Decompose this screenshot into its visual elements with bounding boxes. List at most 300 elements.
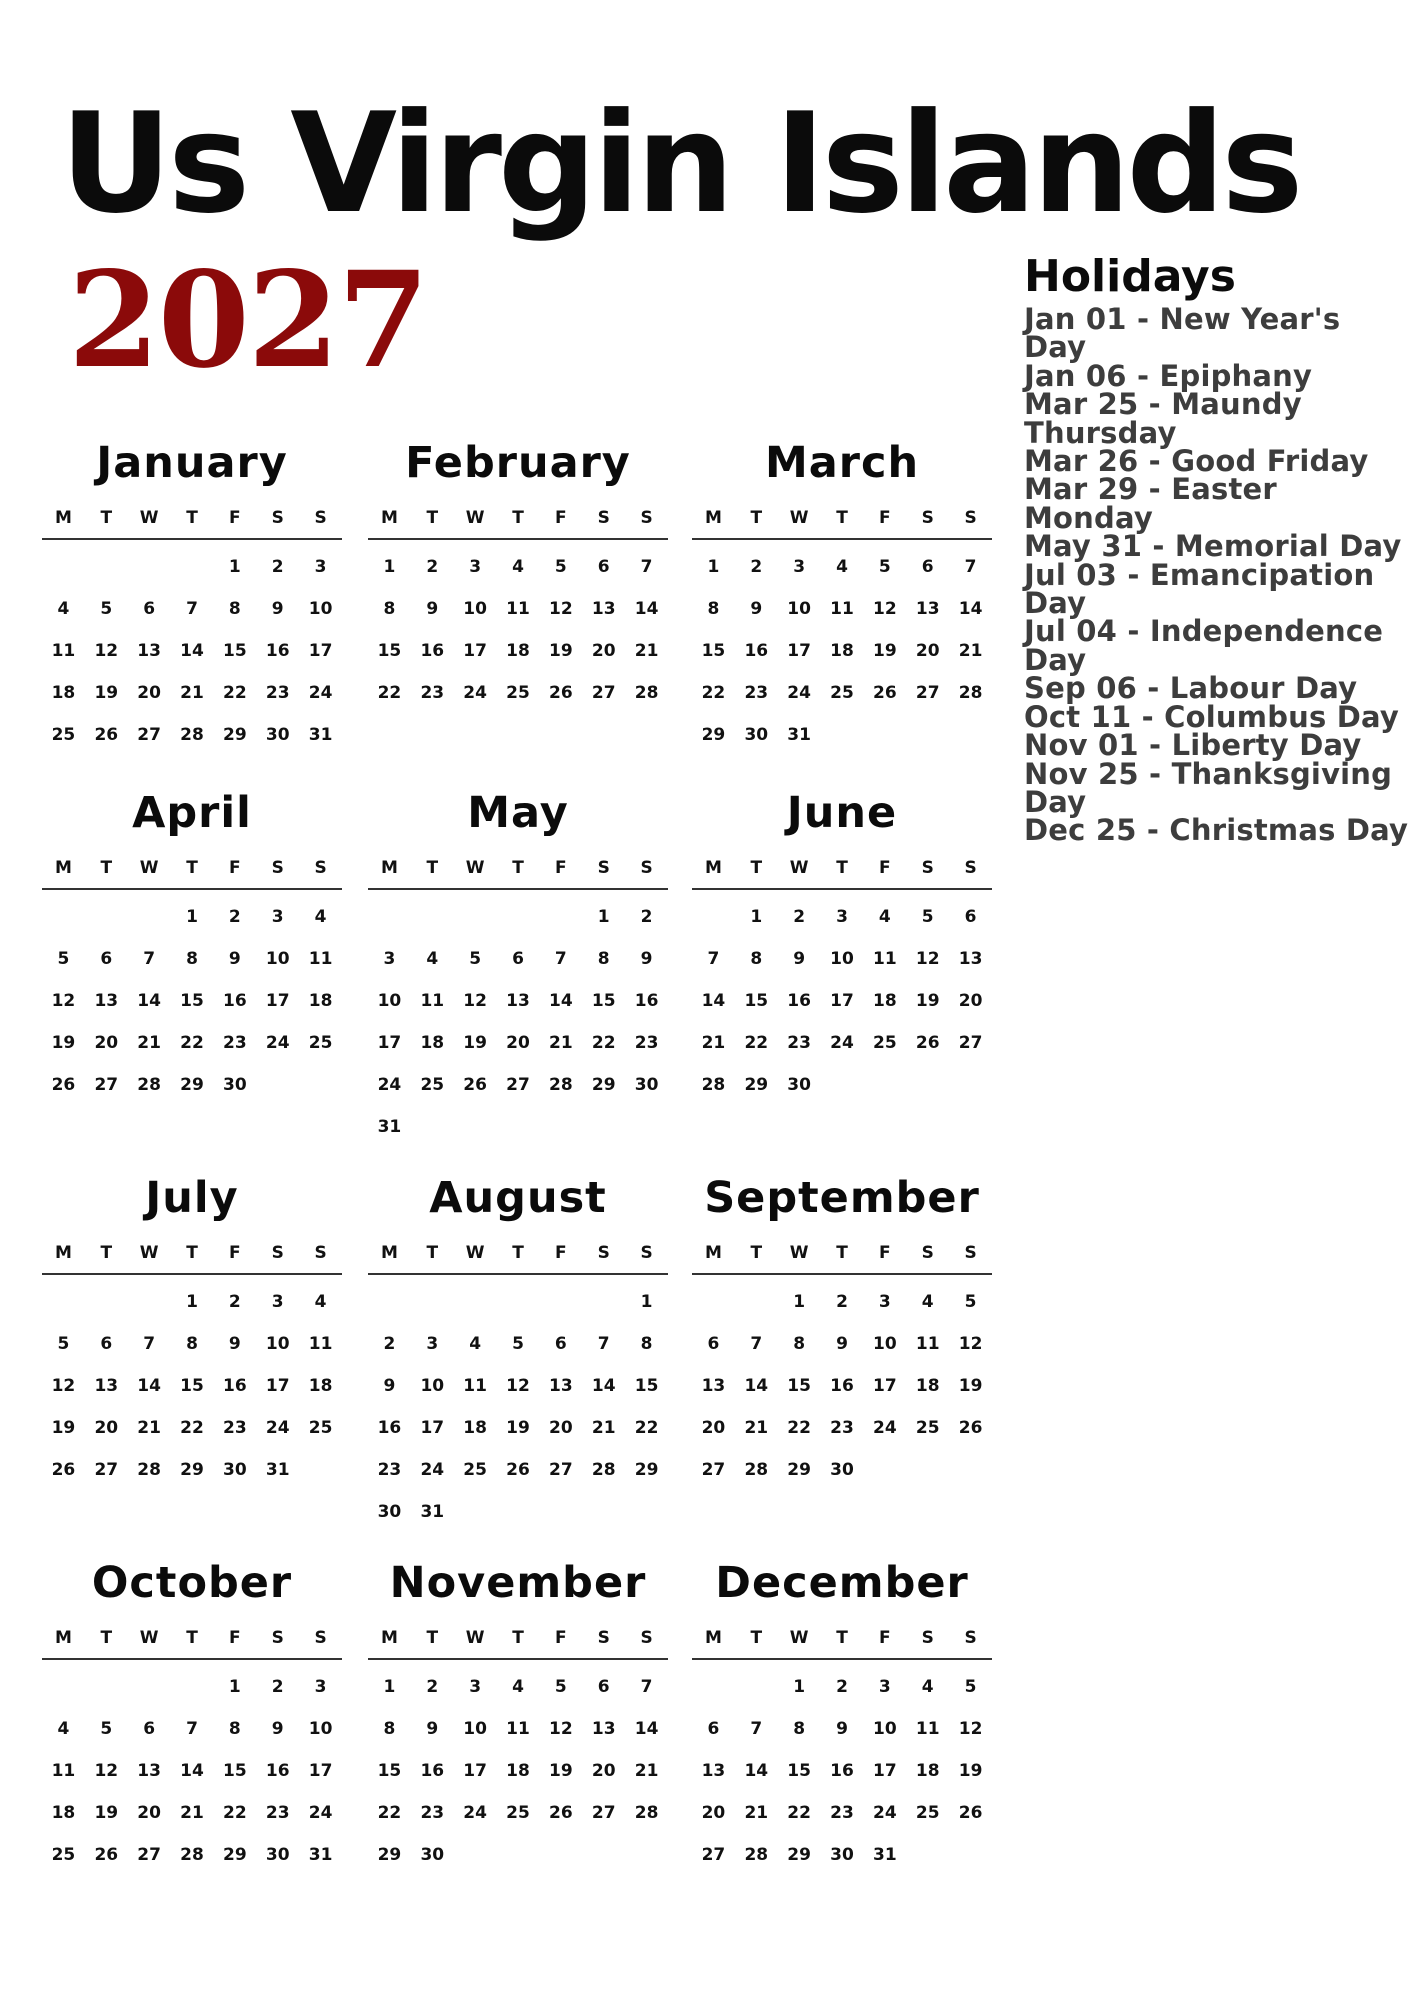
day-cell: 29 (377, 1845, 402, 1865)
day-cell: 2 (793, 907, 806, 927)
day-cell (863, 714, 906, 756)
day-cell: 3 (314, 557, 327, 577)
day-cell: 30 (787, 1075, 811, 1095)
day-cell: 26 (51, 1460, 76, 1480)
week-row (42, 588, 342, 630)
day-cell: 4 (836, 557, 848, 577)
day-cell: 22 (180, 1418, 204, 1438)
weekday-label: T (100, 1243, 113, 1263)
day-cell: 3 (271, 907, 284, 927)
weekday-label: M (380, 1628, 398, 1648)
day-cell: 11 (915, 1334, 940, 1354)
day-cell: 19 (958, 1761, 983, 1781)
week-row (692, 1792, 992, 1834)
day-cell: 17 (463, 641, 487, 661)
day-cell: 28 (180, 1845, 204, 1865)
month-february (368, 440, 668, 714)
day-cell: 19 (51, 1418, 76, 1438)
weekday-label: T (100, 1628, 113, 1648)
day-cell: 7 (186, 599, 198, 619)
day-cell: 22 (591, 1033, 616, 1053)
day-cell: 28 (634, 683, 659, 703)
weekday-label: M (704, 858, 722, 878)
day-cell: 1 (383, 557, 396, 577)
weekday-label: M (380, 508, 398, 528)
day-cell (497, 1281, 540, 1323)
holidays-panel (1024, 251, 1409, 848)
weekday-label: M (380, 1243, 398, 1263)
weekday-label: T (836, 1243, 848, 1263)
weekday-header (42, 852, 342, 884)
day-cell: 13 (958, 949, 983, 969)
day-cell (863, 1449, 906, 1491)
day-cell (411, 896, 454, 938)
weekday-label: T (186, 508, 198, 528)
day-cell: 8 (383, 1719, 396, 1739)
day-cell: 29 (591, 1075, 616, 1095)
weekday-label: T (100, 858, 113, 878)
day-cell: 30 (830, 1460, 854, 1480)
weekday-label: S (964, 858, 977, 878)
day-cell: 26 (51, 1075, 76, 1095)
day-cell: 17 (308, 1761, 333, 1781)
weekday-label: F (555, 508, 567, 528)
header-divider (368, 888, 668, 890)
day-cell: 15 (377, 641, 402, 661)
day-cell: 19 (915, 991, 940, 1011)
day-cell (128, 1281, 171, 1323)
day-cell: 24 (265, 1033, 290, 1053)
day-cell: 31 (308, 725, 333, 745)
month-may (368, 790, 668, 1148)
day-cell: 22 (787, 1418, 811, 1438)
day-cell: 27 (591, 1803, 616, 1823)
weekday-label: S (640, 858, 653, 878)
weekday-label: S (964, 1243, 977, 1263)
day-cell (821, 714, 864, 756)
day-cell: 5 (921, 907, 934, 927)
day-cell: 11 (308, 949, 333, 969)
day-cell: 7 (143, 1334, 156, 1354)
header-divider (42, 1658, 342, 1660)
weekday-label: F (879, 858, 891, 878)
weekday-label: S (271, 858, 284, 878)
day-cell: 11 (506, 1719, 530, 1739)
day-cell: 17 (873, 1376, 897, 1396)
header-divider (368, 1658, 668, 1660)
weekday-label: F (555, 858, 567, 878)
day-cell: 16 (787, 991, 811, 1011)
week-row (42, 938, 342, 980)
day-cell: 26 (94, 1845, 119, 1865)
day-cell: 6 (143, 599, 156, 619)
week-row (368, 630, 668, 672)
day-cell: 18 (506, 1761, 530, 1781)
day-cell: 28 (744, 1845, 769, 1865)
weekday-label: T (186, 858, 198, 878)
day-cell: 28 (137, 1075, 161, 1095)
day-cell: 3 (878, 1292, 891, 1312)
weekday-label: W (465, 508, 485, 528)
day-cell (454, 1281, 497, 1323)
day-cell: 15 (744, 991, 769, 1011)
day-cell: 10 (873, 1334, 897, 1354)
day-cell: 15 (787, 1761, 811, 1781)
day-cell: 16 (830, 1376, 854, 1396)
day-cell: 18 (51, 683, 76, 703)
day-cell: 25 (506, 1803, 530, 1823)
day-cell: 20 (591, 641, 616, 661)
day-cell: 1 (597, 907, 610, 927)
day-cell: 21 (958, 641, 983, 661)
day-cell: 30 (634, 1075, 659, 1095)
day-cell: 5 (100, 1719, 113, 1739)
day-cell: 8 (707, 599, 720, 619)
month-april (42, 790, 342, 1106)
day-cell (949, 1449, 992, 1491)
weekday-label: W (139, 858, 159, 878)
month-name: December (715, 1558, 969, 1608)
day-cell: 21 (634, 1761, 659, 1781)
day-cell: 24 (265, 1418, 290, 1438)
week-row (368, 672, 668, 714)
header-divider (692, 888, 992, 890)
day-cell: 24 (830, 1033, 854, 1053)
day-cell: 14 (744, 1376, 769, 1396)
day-cell: 15 (180, 991, 204, 1011)
day-cell: 22 (223, 1803, 247, 1823)
weekday-label: S (921, 1243, 934, 1263)
weekday-header (42, 502, 342, 534)
day-cell: 30 (744, 725, 769, 745)
day-cell: 15 (377, 1761, 402, 1781)
week-row (368, 980, 668, 1022)
day-cell: 23 (420, 683, 445, 703)
weekday-label: T (426, 1628, 439, 1648)
day-cell: 21 (701, 1033, 726, 1053)
week-row (368, 588, 668, 630)
day-cell: 30 (830, 1845, 854, 1865)
weekday-label: W (789, 1628, 809, 1648)
day-cell: 26 (549, 1803, 573, 1823)
day-cell: 1 (707, 557, 720, 577)
day-cell: 19 (958, 1376, 983, 1396)
weekday-label: S (964, 508, 977, 528)
day-cell (171, 1666, 214, 1708)
weekday-label: T (100, 508, 113, 528)
day-cell: 9 (228, 1334, 241, 1354)
day-cell: 20 (94, 1033, 119, 1053)
day-cell: 15 (223, 641, 247, 661)
day-cell: 8 (793, 1334, 806, 1354)
day-cell: 6 (597, 557, 610, 577)
day-cell: 14 (958, 599, 983, 619)
week-row (368, 1022, 668, 1064)
day-cell: 5 (554, 1677, 567, 1697)
week-row (42, 714, 342, 756)
day-cell: 3 (271, 1292, 284, 1312)
day-cell: 27 (701, 1460, 726, 1480)
day-cell: 7 (597, 1334, 610, 1354)
weekday-label: F (879, 508, 891, 528)
day-cell: 21 (634, 641, 659, 661)
day-cell: 10 (265, 949, 290, 969)
day-cell: 5 (469, 949, 482, 969)
day-cell: 14 (137, 1376, 161, 1396)
weekday-label: T (836, 1628, 848, 1648)
day-cell (906, 1064, 949, 1106)
day-cell: 29 (223, 1845, 247, 1865)
day-cell: 4 (314, 907, 327, 927)
day-cell: 5 (554, 557, 567, 577)
week-row (42, 1365, 342, 1407)
day-cell (42, 1666, 85, 1708)
day-cell: 7 (640, 1677, 653, 1697)
weekday-label: M (54, 1243, 72, 1263)
day-cell: 1 (793, 1292, 806, 1312)
day-cell: 23 (265, 683, 290, 703)
month-name: July (145, 1173, 239, 1223)
day-cell: 11 (830, 599, 854, 619)
day-cell: 13 (591, 599, 616, 619)
month-january (42, 440, 342, 756)
day-cell: 7 (750, 1334, 763, 1354)
day-cell (85, 896, 128, 938)
day-cell (582, 1106, 625, 1148)
day-cell: 27 (137, 1845, 161, 1865)
day-cell: 26 (549, 683, 573, 703)
day-cell: 28 (744, 1460, 769, 1480)
day-cell: 9 (383, 1376, 396, 1396)
weekday-label: F (879, 1243, 891, 1263)
day-cell (582, 1491, 625, 1533)
week-row (368, 1449, 668, 1491)
day-cell: 30 (223, 1460, 247, 1480)
day-cell: 17 (265, 991, 290, 1011)
weekday-label: W (789, 1243, 809, 1263)
weekday-label: F (555, 1628, 567, 1648)
day-cell: 28 (958, 683, 983, 703)
day-cell: 20 (701, 1803, 726, 1823)
day-cell: 25 (463, 1460, 487, 1480)
day-cell: 7 (143, 949, 156, 969)
weekday-label: M (704, 1243, 722, 1263)
day-cell (692, 1666, 735, 1708)
day-cell: 8 (383, 599, 396, 619)
day-cell: 4 (57, 1719, 70, 1739)
holiday-item: Oct 11 - Columbus Day (1024, 699, 1400, 734)
week-row (42, 1449, 342, 1491)
day-cell: 17 (377, 1033, 402, 1053)
week-row (368, 546, 668, 588)
week-row (368, 938, 668, 980)
day-cell: 16 (265, 1761, 290, 1781)
day-cell (625, 1491, 668, 1533)
day-cell: 10 (463, 1719, 487, 1739)
day-cell: 10 (830, 949, 854, 969)
day-cell: 6 (554, 1334, 567, 1354)
day-cell: 16 (830, 1761, 854, 1781)
day-cell: 27 (94, 1460, 119, 1480)
header-divider (692, 1273, 992, 1275)
holiday-item: May 31 - Memorial Day (1024, 529, 1402, 564)
week-row (42, 1323, 342, 1365)
week-row (42, 546, 342, 588)
day-cell: 4 (921, 1677, 934, 1697)
day-cell: 23 (377, 1460, 402, 1480)
weekday-label: T (836, 858, 848, 878)
day-cell (625, 1834, 668, 1876)
day-cell: 8 (186, 949, 198, 969)
month-name: May (467, 788, 569, 838)
weekday-label: M (380, 858, 398, 878)
day-cell: 27 (137, 725, 161, 745)
day-cell: 9 (640, 949, 653, 969)
day-cell: 31 (787, 725, 811, 745)
month-march (692, 440, 992, 756)
week-row (692, 1449, 992, 1491)
day-cell: 17 (873, 1761, 897, 1781)
day-cell (949, 714, 992, 756)
day-cell: 14 (591, 1376, 616, 1396)
week-row (692, 1064, 992, 1106)
week-row (692, 980, 992, 1022)
day-cell: 20 (915, 641, 940, 661)
day-cell (497, 1834, 540, 1876)
day-cell: 9 (750, 599, 763, 619)
day-cell: 5 (964, 1677, 977, 1697)
day-cell: 25 (420, 1075, 445, 1095)
day-cell: 10 (463, 599, 487, 619)
week-row (692, 1750, 992, 1792)
holiday-item: Jul 04 - Independence Day (1024, 614, 1384, 677)
day-cell: 1 (640, 1292, 653, 1312)
day-cell: 2 (836, 1677, 848, 1697)
day-cell: 18 (308, 991, 333, 1011)
day-cell (368, 896, 411, 938)
day-cell: 13 (701, 1761, 726, 1781)
day-cell: 13 (137, 1761, 161, 1781)
day-cell (949, 1834, 992, 1876)
day-cell: 21 (137, 1418, 161, 1438)
day-cell: 9 (793, 949, 806, 969)
day-cell: 21 (744, 1803, 769, 1823)
day-cell: 9 (426, 599, 439, 619)
day-cell: 17 (787, 641, 811, 661)
day-cell: 23 (265, 1803, 290, 1823)
week-row (692, 896, 992, 938)
day-cell: 7 (750, 1719, 763, 1739)
day-cell: 12 (94, 641, 119, 661)
weekday-label: T (426, 1243, 439, 1263)
holiday-item: Nov 01 - Liberty Day (1024, 728, 1362, 763)
weekday-label: S (921, 508, 934, 528)
month-name: February (405, 438, 631, 488)
week-row (692, 1834, 992, 1876)
holiday-item: Jan 01 - New Year's Day (1024, 302, 1341, 365)
weekday-label: S (271, 1628, 284, 1648)
day-cell: 18 (506, 641, 530, 661)
day-cell: 24 (377, 1075, 402, 1095)
week-row (42, 1407, 342, 1449)
weekday-header (42, 1622, 342, 1654)
day-cell: 12 (549, 1719, 573, 1739)
day-cell: 10 (873, 1719, 897, 1739)
day-cell: 19 (51, 1033, 76, 1053)
month-name: August (429, 1173, 607, 1223)
day-cell: 23 (223, 1418, 247, 1438)
day-cell: 8 (750, 949, 763, 969)
day-cell (821, 1064, 864, 1106)
day-cell: 5 (964, 1292, 977, 1312)
day-cell: 8 (597, 949, 610, 969)
day-cell: 3 (836, 907, 848, 927)
day-cell: 5 (57, 949, 70, 969)
weekday-label: W (465, 1243, 485, 1263)
day-cell (128, 1666, 171, 1708)
header-divider (42, 538, 342, 540)
month-august (368, 1175, 668, 1533)
day-cell: 28 (634, 1803, 659, 1823)
day-cell: 13 (94, 991, 119, 1011)
day-cell: 12 (463, 991, 487, 1011)
day-cell: 10 (420, 1376, 445, 1396)
week-row (692, 714, 992, 756)
day-cell: 19 (94, 683, 119, 703)
weekday-label: T (512, 858, 524, 878)
day-cell: 25 (308, 1418, 333, 1438)
day-cell (625, 1106, 668, 1148)
week-row (42, 980, 342, 1022)
day-cell: 5 (878, 557, 891, 577)
day-cell: 28 (701, 1075, 726, 1095)
day-cell: 25 (873, 1033, 897, 1053)
day-cell: 16 (420, 641, 445, 661)
day-cell: 31 (265, 1460, 290, 1480)
holidays-list (1024, 302, 1409, 848)
day-cell: 17 (265, 1376, 290, 1396)
week-row (692, 672, 992, 714)
day-cell: 6 (707, 1334, 720, 1354)
day-cell: 14 (137, 991, 161, 1011)
day-cell: 27 (549, 1460, 573, 1480)
day-cell: 18 (915, 1761, 940, 1781)
week-row (368, 1666, 668, 1708)
day-cell: 11 (873, 949, 897, 969)
day-cell: 29 (744, 1075, 769, 1095)
weekday-label: F (229, 1243, 241, 1263)
day-cell (735, 1281, 778, 1323)
day-cell: 19 (549, 641, 573, 661)
holiday-item: Sep 06 - Labour Day (1024, 671, 1358, 706)
day-cell: 11 (308, 1334, 333, 1354)
week-row (692, 1365, 992, 1407)
day-cell: 20 (701, 1418, 726, 1438)
month-name: March (764, 438, 920, 488)
day-cell: 9 (228, 949, 241, 969)
day-cell: 22 (377, 1803, 402, 1823)
week-row (692, 938, 992, 980)
day-cell: 28 (549, 1075, 573, 1095)
day-cell: 24 (308, 1803, 333, 1823)
day-cell: 4 (878, 907, 891, 927)
day-cell: 17 (420, 1418, 445, 1438)
day-cell (692, 1281, 735, 1323)
weekday-header (692, 502, 992, 534)
day-cell: 2 (750, 557, 763, 577)
weekday-label: W (139, 1243, 159, 1263)
month-november (368, 1560, 668, 1876)
